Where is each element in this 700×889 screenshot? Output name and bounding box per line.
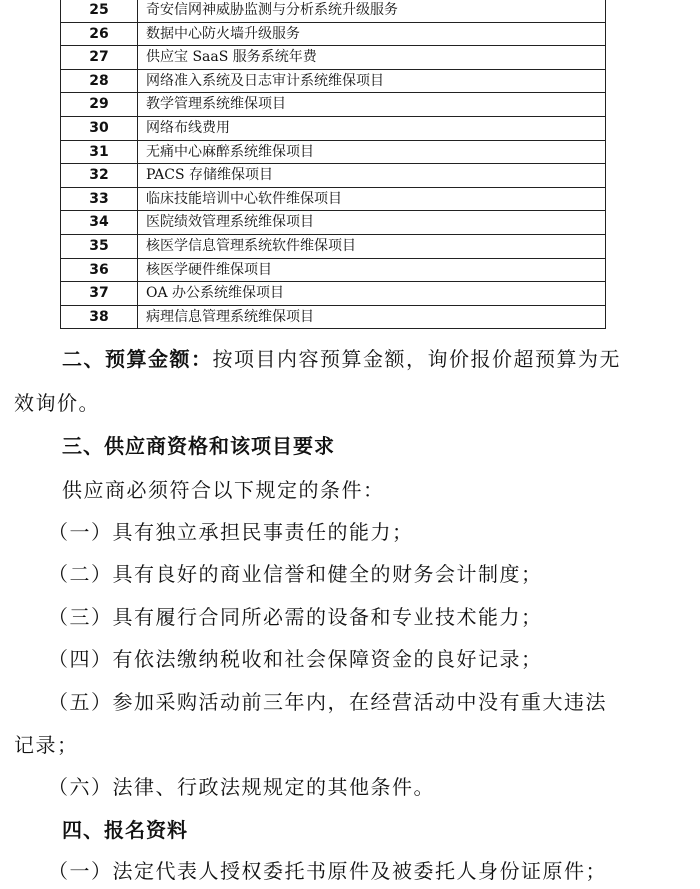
qualification-item: （六）法律、行政法规规定的其他条件。 [48,775,435,799]
row-number: 35 [61,234,138,258]
qualification-item: （二）具有良好的商业信誉和健全的财务会计制度； [48,562,543,586]
project-name: 数据中心防火墙升级服务 [138,22,606,46]
row-number: 36 [61,258,138,282]
project-name: OA 办公系统维保项目 [138,282,606,306]
project-name: PACS 存储维保项目 [138,164,606,188]
qualification-intro: 供应商必须符合以下规定的条件： [62,478,385,502]
project-name: 病理信息管理系统维保项目 [138,305,606,329]
table-row [61,234,606,258]
project-name: 核医学硬件维保项目 [138,258,606,282]
project-name: 供应宝 SaaS 服务系统年费 [138,46,606,70]
project-name: 教学管理系统维保项目 [138,93,606,117]
project-name: 临床技能培训中心软件维保项目 [138,187,606,211]
table-row [61,93,606,117]
budget-continuation: 效询价。 [14,391,100,415]
table-row [61,116,606,140]
project-table-body [61,0,606,329]
row-number: 29 [61,93,138,117]
qualification-heading: 三、供应商资格和该项目要求 [62,434,335,458]
table-row [61,0,606,22]
row-number: 34 [61,211,138,235]
table-row [61,69,606,93]
row-number: 37 [61,282,138,306]
qualification-item: （四）有依法缴纳税收和社会保障资金的良好记录； [48,647,543,671]
row-number: 25 [61,0,138,22]
qualification-item-continuation: 记录； [14,733,79,757]
table-row [61,282,606,306]
project-table [60,0,606,329]
project-name: 医院绩效管理系统维保项目 [138,211,606,235]
row-number: 32 [61,164,138,188]
table-row [61,187,606,211]
table-row [61,22,606,46]
budget-paragraph [62,345,621,373]
project-name: 网络准入系统及日志审计系统维保项目 [138,69,606,93]
row-number: 33 [61,187,138,211]
project-name: 无痛中心麻醉系统维保项目 [138,140,606,164]
budget-heading: 二、预算金额： [62,347,213,371]
table-row [61,305,606,329]
project-name: 核医学信息管理系统软件维保项目 [138,234,606,258]
row-number: 31 [61,140,138,164]
project-name: 网络布线费用 [138,116,606,140]
row-number: 27 [61,46,138,70]
qualification-item: （三）具有履行合同所必需的设备和专业技术能力； [48,605,543,629]
registration-heading: 四、报名资料 [62,818,188,842]
project-name: 奇安信网神威胁监测与分析系统升级服务 [138,0,606,22]
qualification-item: （五）参加采购活动前三年内，在经营活动中没有重大违法 [48,690,607,714]
table-row [61,164,606,188]
row-number: 38 [61,305,138,329]
qualification-item: （一）具有独立承担民事责任的能力； [48,520,414,544]
row-number: 28 [61,69,138,93]
table-row [61,211,606,235]
table-row [61,258,606,282]
registration-item: （一）法定代表人授权委托书原件及被委托人身份证原件； [48,859,607,883]
table-row [61,140,606,164]
row-number: 26 [61,22,138,46]
table-row [61,46,606,70]
budget-text: 按项目内容预算金额，询价报价超预算为无 [212,347,621,371]
row-number: 30 [61,116,138,140]
